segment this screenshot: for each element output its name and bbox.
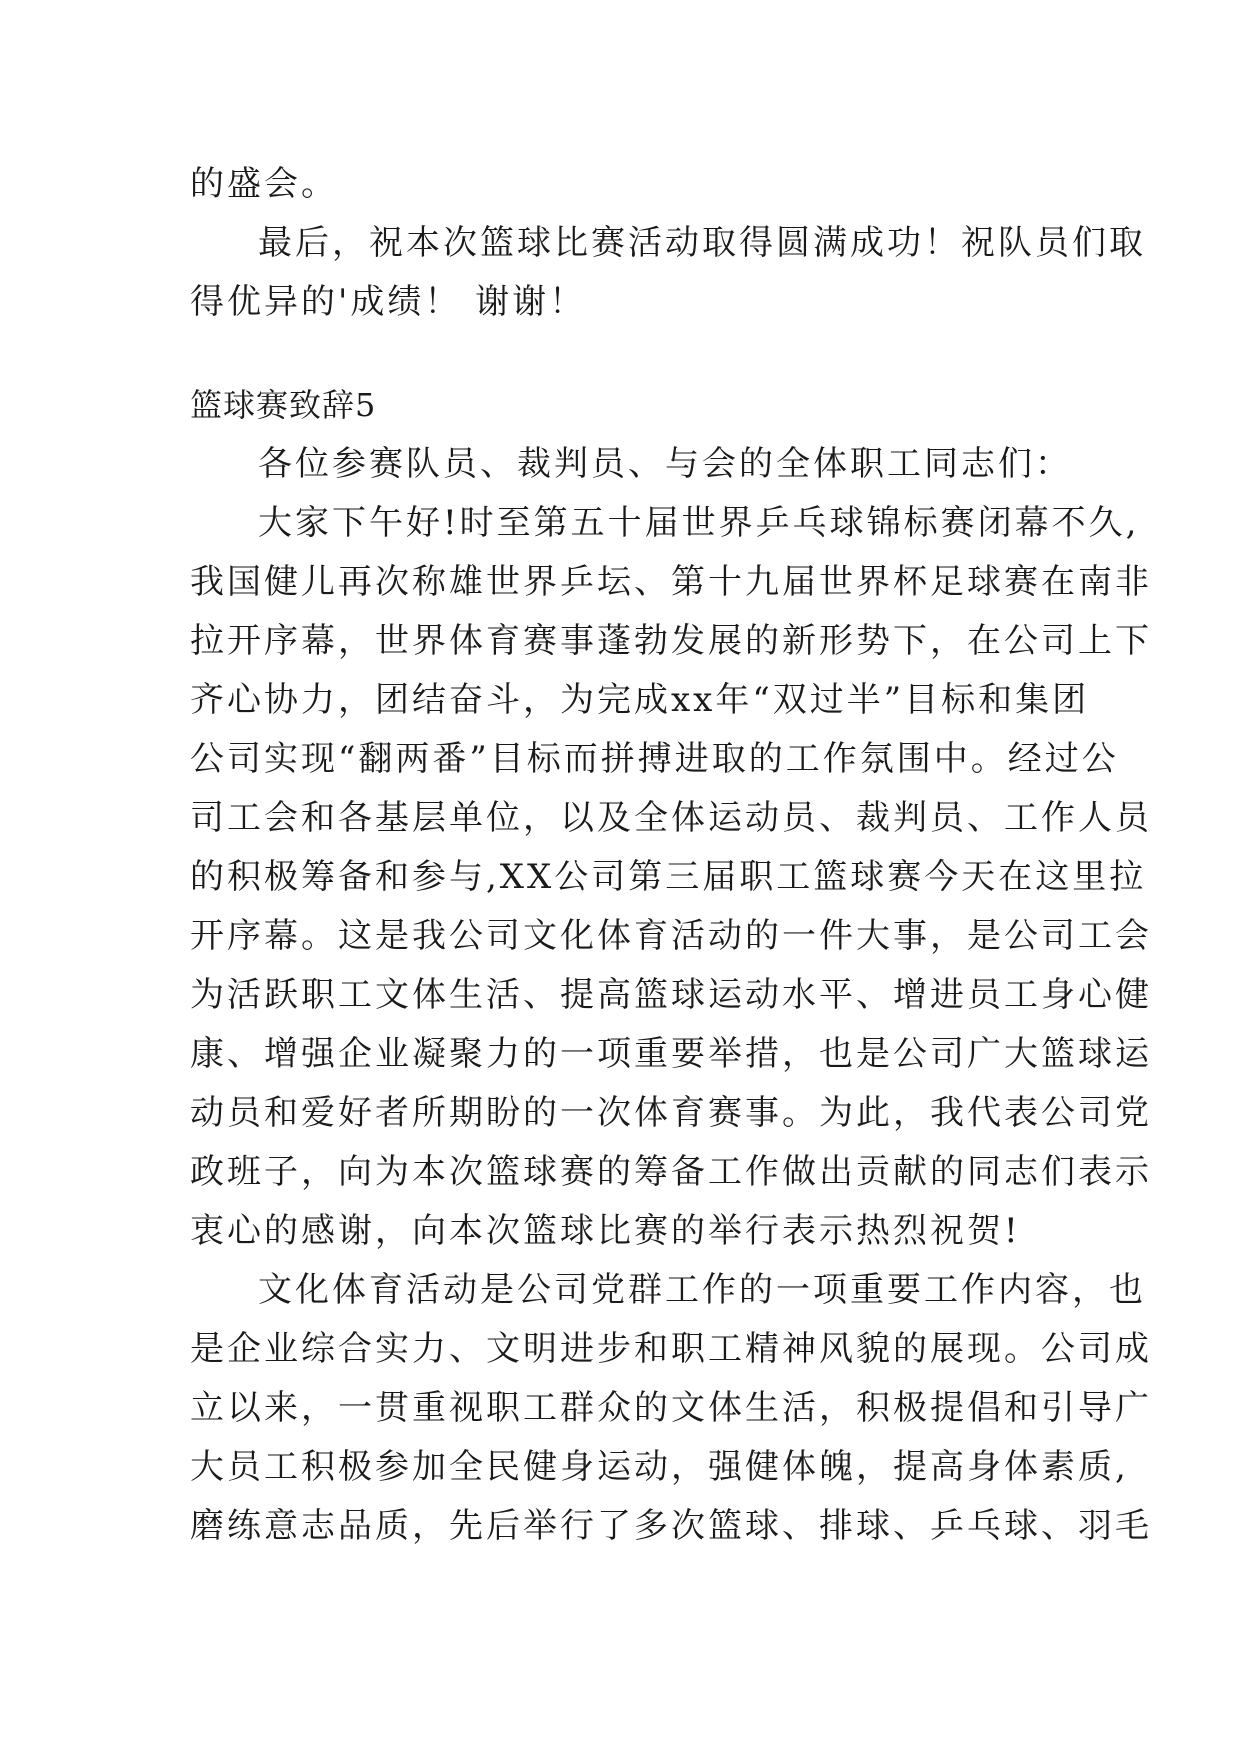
text-line: 拉开序幕，世界体育赛事蓬勃发展的新形势下，在公司上下 — [190, 621, 1152, 661]
text-line: 的积极筹备和参与,XX公司第三届职工篮球赛今天在这里拉 — [190, 857, 1147, 897]
section-heading: 篮球赛致辞5 — [190, 386, 377, 424]
text-line: 磨练意志品质，先后举行了多次篮球、排球、乒乓球、羽毛 — [190, 1506, 1152, 1546]
text-line: 康、增强企业凝聚力的一项重要举措，也是公司广大篮球运 — [190, 1034, 1152, 1074]
salutation-line: 各位参赛队员、裁判员、与会的全体职工同志们： — [258, 444, 1072, 484]
text-line: 大家下午好!时至第五十届世界乒乓球锦标赛闭幕不久, — [258, 503, 1140, 543]
document-body — [190, 155, 1152, 1556]
text-line: 大员工积极参加全民健身运动，强健体魄，提高身体素质, — [190, 1447, 1129, 1487]
text-line: 是企业综合实力、文明进步和职工精神风貌的展现。公司成 — [190, 1329, 1152, 1369]
text-line: 为活跃职工文体生活、提高篮球运动水平、增进员工身心健 — [190, 975, 1152, 1015]
text-line: 的盛会。 — [190, 164, 338, 204]
text-line: 齐心协力，团结奋斗，为完成xx年“双过半”目标和集团 — [190, 680, 1090, 720]
text-line: 动员和爱好者所期盼的一次体育赛事。为此，我代表公司党 — [190, 1093, 1152, 1133]
text-line: 开序幕。这是我公司文化体育活动的一件大事，是公司工会 — [190, 916, 1152, 956]
text-line: 立以来，一贯重视职工群众的文体生活，积极提倡和引导广 — [190, 1388, 1152, 1428]
paragraph-2 — [190, 1261, 1152, 1556]
text-line: 司工会和各基层单位，以及全体运动员、裁判员、工作人员 — [190, 798, 1152, 838]
text-line: 公司实现“翻两番”目标而拼搏进取的工作氛围中。经过公 — [190, 739, 1119, 779]
text-line: 衷心的感谢，向本次篮球比赛的举行表示热烈祝贺! — [190, 1211, 1021, 1251]
text-line: 我国健儿再次称雄世界乒坛、第十九届世界杯足球赛在南非 — [190, 562, 1152, 602]
text-line: 文化体育活动是公司党群工作的一项重要工作内容，也 — [258, 1270, 1146, 1310]
text-line: 得优异的'成绩！ 谢谢！ — [190, 282, 587, 322]
paragraph-1 — [190, 494, 1152, 1261]
paragraph-gap — [190, 332, 1050, 376]
text-line: 政班子，向为本次篮球赛的筹备工作做出贡献的同志们表示 — [190, 1152, 1152, 1192]
text-line: 最后，祝本次篮球比赛活动取得圆满成功！祝队员们取 — [258, 223, 1146, 263]
